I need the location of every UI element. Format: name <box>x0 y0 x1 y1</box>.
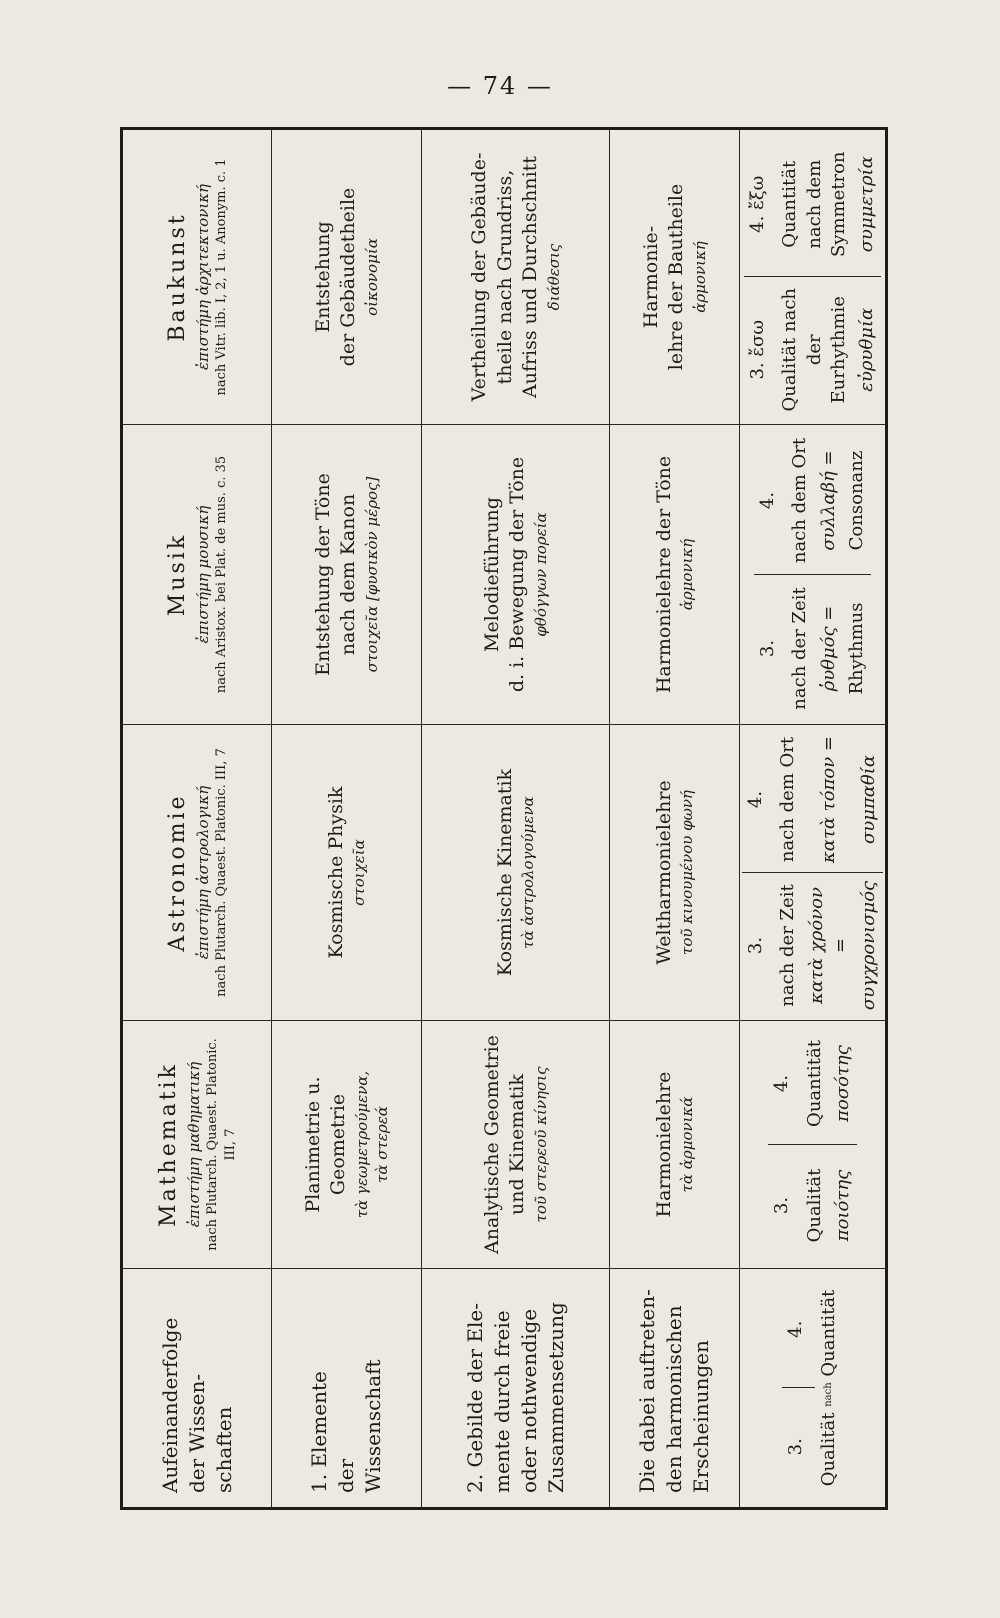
subcell-text: Qualität <box>817 1412 839 1487</box>
greek-term: ἐπιστήμη ἀρχιτεκτονική <box>193 183 212 371</box>
label-line: Zusammensetzung <box>543 1302 568 1493</box>
header-baukunst <box>122 129 272 425</box>
greek-term: τοῦ στερεοῦ κίνησις <box>532 1066 551 1223</box>
cell-elemente-mathematik <box>272 1021 422 1269</box>
cell-text: der Gebäudetheile <box>337 187 360 367</box>
science-name: Baukunst <box>165 212 191 342</box>
label-subtable <box>782 1271 843 1505</box>
cell-elemente-astronomie <box>272 725 422 1021</box>
greek-term: ἐπιστήμη ἀστρολογική <box>193 785 212 960</box>
row-label-harmonie <box>610 1269 740 1509</box>
subcell-text: Quantität <box>817 1289 839 1377</box>
table-viewport <box>120 130 880 1510</box>
cell-text: Aufriss und Durchschnitt <box>519 156 542 399</box>
subcell-text: nach der Zeit <box>789 587 811 710</box>
subcell-number: 4. <box>742 727 774 873</box>
greek-term: στοιχεῖα <box>350 839 369 906</box>
label-line: 2. Gebilde der Ele- <box>462 1303 487 1493</box>
row-gebilde <box>422 129 610 1509</box>
greek-term: συγχρονισμός <box>858 880 880 1011</box>
greek-term: συμπαθία <box>855 727 883 873</box>
subcell-text: Qualität <box>803 1168 825 1243</box>
subcell-text: Quantität nach dem Symmetron <box>776 132 853 277</box>
cell-text: Vertheilung der Gebäude- <box>467 152 490 402</box>
greek-term: στοιχεῖα [φυσικὸν μέρος] <box>363 476 382 673</box>
science-name: Astronomie <box>165 793 191 952</box>
subcell-text: nach der Zeit <box>777 884 799 1007</box>
cell-qualitaet-musik <box>740 425 887 725</box>
greek-term: διάθεσις <box>544 243 563 311</box>
cell-qualitaet-baukunst <box>740 129 887 425</box>
source-reference: nach Vitr. lib. I, 2, 1 u. Anonym. c. 1 <box>214 158 230 396</box>
subcell-number: 3. <box>757 639 779 658</box>
label-line: 1. Elemente <box>307 1371 331 1493</box>
cell-text: Analytische Geometrie <box>480 1035 503 1254</box>
source-reference: nach Plutarch. Quaest. Platonic. III, 7 <box>214 748 230 997</box>
subtable <box>744 132 881 422</box>
nach-label <box>824 1382 834 1406</box>
label-line: mente durch freie <box>489 1310 514 1493</box>
greek-term: ἁρμονική <box>691 241 710 313</box>
cell-text: Melodieführung <box>480 497 503 652</box>
subcell-number: 4. <box>782 1271 814 1388</box>
cell-text: Kosmische Physik <box>324 786 347 959</box>
cell-text: Entstehung <box>311 221 334 333</box>
cell-text: Weltharmonielehre <box>652 780 675 965</box>
subcell-text: Rhythmus <box>846 602 868 695</box>
subcell-text: nach dem Ort <box>786 427 814 575</box>
subtable <box>742 727 883 1018</box>
page-number: — 74 — <box>447 72 553 100</box>
cell-text: lehre der Bautheile <box>665 183 688 371</box>
greek-term: ποσότης <box>829 1023 857 1145</box>
cell-text: Harmonie- <box>639 225 662 329</box>
greek-term: φθόγγων πορεία <box>532 512 551 637</box>
label-line: Wissenschaft <box>361 1359 385 1493</box>
row-harmonie <box>610 129 740 1509</box>
greek-term: εὐρυθμία <box>856 307 878 392</box>
greek-term: συμμετρία <box>853 132 881 277</box>
cell-text: Planimetrie u. Geometrie <box>301 1076 350 1213</box>
subtable <box>754 427 871 722</box>
header-row <box>122 129 272 1509</box>
cell-harmonie-baukunst <box>610 129 740 425</box>
label-line: oder nothwendige <box>516 1308 541 1493</box>
cell-gebilde-baukunst <box>422 129 610 425</box>
source-reference: nach Plutarch. Quaest. Platonic. III, 7 <box>205 1038 238 1251</box>
greek-term: τὰ ἀστρολογούμενα <box>519 796 538 949</box>
cell-text: theile nach Grundriss, <box>493 169 516 385</box>
greek-term: τὰ ἁρμονικά <box>678 1096 697 1193</box>
row-label-qualitaet <box>740 1269 887 1509</box>
header-astronomie <box>122 725 272 1021</box>
cell-harmonie-astronomie <box>610 725 740 1021</box>
nach-text: nach <box>822 1382 834 1407</box>
science-name: Mathematik <box>156 1062 182 1227</box>
cell-elemente-musik <box>272 425 422 725</box>
subcell-text: Quantität <box>801 1023 829 1145</box>
cell-gebilde-mathematik <box>422 1021 610 1269</box>
cell-gebilde-musik <box>422 425 610 725</box>
label-line: Die dabei auftreten- <box>635 1289 659 1493</box>
cell-text: Entstehung der Töne <box>311 473 334 676</box>
cell-text: d. i. Bewegung der Töne <box>506 456 529 693</box>
subcell-number: 4. <box>768 1023 800 1145</box>
label-line: der <box>334 1458 358 1493</box>
cell-harmonie-mathematik <box>610 1021 740 1269</box>
greek-term: οἰκονομία <box>363 238 382 316</box>
row-label-gebilde <box>422 1269 610 1509</box>
cell-text: nach dem Kanon <box>337 493 360 656</box>
greek-term: ἁρμονική <box>678 538 697 611</box>
subcell-number: 3. <box>745 936 766 955</box>
label-line: Erscheinungen <box>689 1340 713 1493</box>
greek-term: ἐπιστήμη μουσική <box>193 505 212 644</box>
cell-elemente-baukunst <box>272 129 422 425</box>
label-line: der Wissen- <box>184 1373 209 1493</box>
row-qualitaet <box>740 129 887 1509</box>
subcell-number: 3. <box>785 1438 807 1456</box>
subcell-text: nach dem Ort <box>774 727 802 873</box>
row-label-elemente <box>272 1269 422 1509</box>
science-name: Musik <box>165 532 191 617</box>
header-musik <box>122 425 272 725</box>
subcell-number: 3. ἔσω <box>747 319 768 380</box>
label-line: Aufeinanderfolge <box>157 1317 182 1493</box>
subcell-text: Qualität nach der Eurhythmie <box>779 288 849 412</box>
cell-text: und Kinematik <box>506 1074 529 1215</box>
cell-gebilde-astronomie <box>422 725 610 1021</box>
subcell-text: Consonanz <box>843 427 871 575</box>
greek-term: τὰ γεωμετρούμενα, <box>352 1070 371 1219</box>
cell-text: Harmonielehre der Töne <box>652 455 675 694</box>
cell-qualitaet-astronomie <box>740 725 887 1021</box>
greek-term: κατὰ χρόνον = <box>805 887 851 1004</box>
cell-text: Harmonielehre <box>652 1071 675 1218</box>
label-line: den harmonischen <box>662 1305 686 1493</box>
subcell-number: 3. <box>771 1196 793 1215</box>
greek-term: τοῦ κινουμένου φωνή <box>678 790 697 955</box>
subtable <box>768 1023 857 1266</box>
subcell-number: 4. ἔξω <box>744 132 776 277</box>
cell-harmonie-musik <box>610 425 740 725</box>
greek-term: ῥυθμός = <box>817 605 839 692</box>
greek-term: τὰ στερεά <box>373 1106 392 1183</box>
header-row-label <box>122 1269 272 1509</box>
sciences-table <box>120 127 888 1510</box>
subcell-number: 4. <box>754 427 786 575</box>
greek-term: συλλαβή = <box>815 427 843 575</box>
greek-term: ἐπιστήμη μαθηματική <box>185 1061 204 1228</box>
label-line: schaften <box>211 1406 236 1493</box>
row-elemente <box>272 129 422 1509</box>
cell-qualitaet-mathematik <box>740 1021 887 1269</box>
greek-term: ποιότης <box>831 1169 853 1242</box>
cell-text: Kosmische Kinematik <box>493 768 516 977</box>
header-mathematik <box>122 1021 272 1269</box>
subcell-text <box>815 1271 843 1505</box>
source-reference: nach Aristox. bei Plat. de mus. c. 35 <box>214 455 230 694</box>
greek-term: κατὰ τόπον = <box>803 727 856 873</box>
